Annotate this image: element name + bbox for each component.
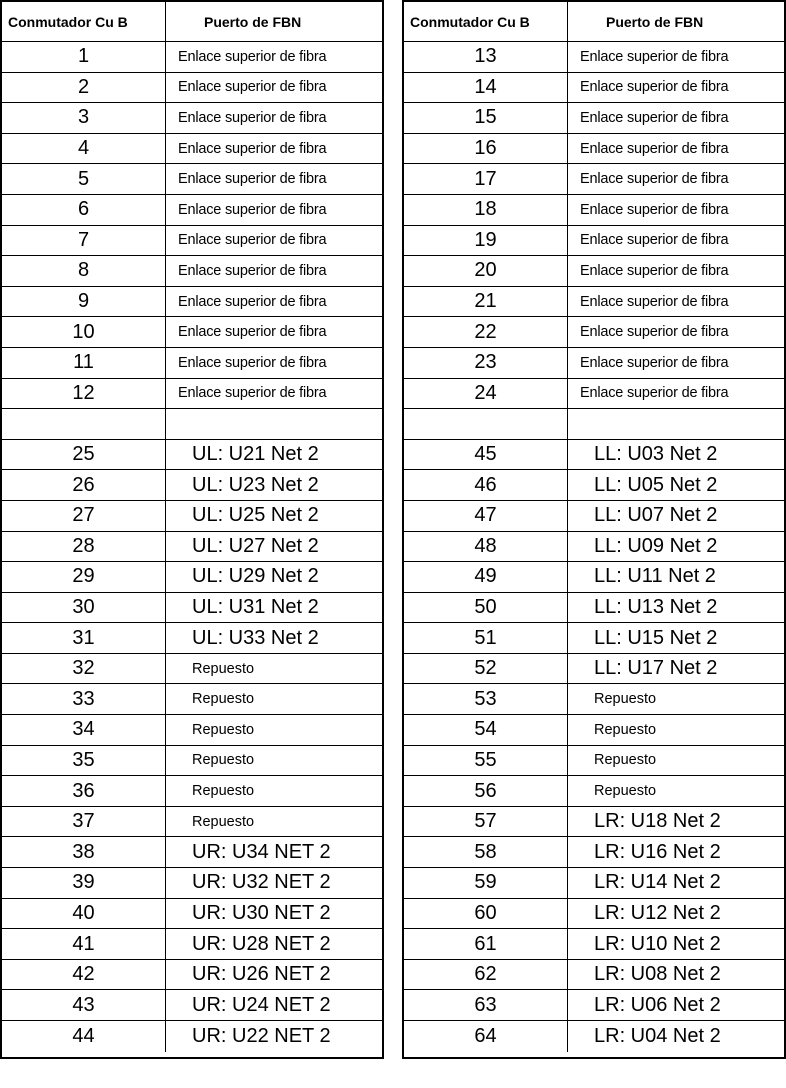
fbn-port-assignment: UL: U31 Net 2 <box>192 595 319 618</box>
switch-port-number: 32 <box>2 654 166 684</box>
fbn-port-assignment: LL: U13 Net 2 <box>594 595 718 618</box>
fbn-port-assignment: UL: U27 Net 2 <box>192 534 319 557</box>
fbn-port-assignment: Enlace superior de fibra <box>580 232 729 249</box>
switch-port-number: 4 <box>2 134 166 164</box>
table-row <box>2 746 382 777</box>
table-row <box>404 807 784 838</box>
switch-port-number: 45 <box>404 440 568 470</box>
switch-port-number: 33 <box>2 684 166 714</box>
table-row <box>404 73 784 104</box>
fbn-port-assignment: UR: U32 NET 2 <box>192 871 331 894</box>
table-row <box>2 532 382 563</box>
switch-port-number: 5 <box>2 164 166 194</box>
table-row <box>2 287 382 318</box>
fbn-port-assignment: Enlace superior de fibra <box>178 385 327 402</box>
table-row <box>2 103 382 134</box>
table-row <box>2 164 382 195</box>
table-row <box>404 532 784 563</box>
fbn-port-assignment: LR: U06 Net 2 <box>594 993 721 1016</box>
table-row <box>2 42 382 73</box>
fbn-port-assignment: Enlace superior de fibra <box>178 140 327 157</box>
fbn-port-assignment <box>568 409 784 439</box>
fbn-port-assignment: Enlace superior de fibra <box>178 293 327 310</box>
fbn-port-assignment: UL: U21 Net 2 <box>192 443 319 466</box>
switch-port-number: 39 <box>2 868 166 898</box>
fbn-port-assignment: Enlace superior de fibra <box>178 171 327 188</box>
switch-port-number: 55 <box>404 746 568 776</box>
switch-port-number: 44 <box>2 1021 166 1052</box>
fbn-port-assignment: LL: U09 Net 2 <box>594 534 718 557</box>
switch-port-number: 53 <box>404 684 568 714</box>
fbn-port-assignment: Repuesto <box>192 752 255 769</box>
fbn-port-assignment: Repuesto <box>594 752 657 769</box>
fbn-port-assignment: Enlace superior de fibra <box>580 171 729 188</box>
table-row <box>404 654 784 685</box>
fbn-port-assignment: Enlace superior de fibra <box>178 109 327 126</box>
switch-port-number: 54 <box>404 715 568 745</box>
switch-port-number: 37 <box>2 807 166 837</box>
fbn-port-assignment: UR: U30 NET 2 <box>192 901 331 924</box>
table-row <box>2 899 382 930</box>
table-row <box>404 684 784 715</box>
table-row <box>2 379 382 410</box>
switch-port-number: 12 <box>2 379 166 409</box>
table-row <box>404 623 784 654</box>
table-row <box>404 164 784 195</box>
fbn-port-assignment <box>166 409 382 439</box>
table-row <box>404 899 784 930</box>
switch-port-number: 49 <box>404 562 568 592</box>
table-row <box>404 440 784 471</box>
table-row <box>2 623 382 654</box>
switch-port-number: 34 <box>2 715 166 745</box>
fbn-port-assignment: Repuesto <box>594 721 657 738</box>
fbn-port-assignment: LR: U16 Net 2 <box>594 840 721 863</box>
switch-port-number: 23 <box>404 348 568 378</box>
switch-port-number: 36 <box>2 776 166 806</box>
fbn-port-assignment: Enlace superior de fibra <box>178 79 327 96</box>
table-row <box>404 226 784 257</box>
switch-port-number: 61 <box>404 929 568 959</box>
table-row <box>2 868 382 899</box>
fbn-port-assignment: Enlace superior de fibra <box>580 293 729 310</box>
table-row <box>404 501 784 532</box>
switch-column-header: Conmutador Cu B <box>404 2 568 41</box>
switch-port-number: 10 <box>2 317 166 347</box>
fbn-port-assignment: LR: U12 Net 2 <box>594 901 721 924</box>
table-row <box>2 837 382 868</box>
port-column-header: Puerto de FBN <box>606 13 704 30</box>
switch-port-number: 51 <box>404 623 568 653</box>
fbn-port-assignment: Enlace superior de fibra <box>580 140 729 157</box>
table-row <box>2 654 382 685</box>
table-row <box>404 287 784 318</box>
switch-port-number: 46 <box>404 470 568 500</box>
switch-port-number: 35 <box>2 746 166 776</box>
table-row <box>404 379 784 410</box>
table-row <box>404 868 784 899</box>
switch-port-number: 6 <box>2 195 166 225</box>
switch-port-number <box>404 409 568 439</box>
table-row <box>2 348 382 379</box>
fbn-port-assignment: Enlace superior de fibra <box>178 262 327 279</box>
switch-port-number: 30 <box>2 593 166 623</box>
table-row <box>2 226 382 257</box>
switch-port-number: 50 <box>404 593 568 623</box>
fbn-port-assignment: Enlace superior de fibra <box>580 109 729 126</box>
fbn-port-assignment: UR: U34 NET 2 <box>192 840 331 863</box>
table-row <box>404 1021 784 1052</box>
switch-port-number: 64 <box>404 1021 568 1052</box>
switch-port-number: 24 <box>404 379 568 409</box>
right-port-table <box>402 0 786 1059</box>
table-row <box>2 684 382 715</box>
switch-port-number: 2 <box>2 73 166 103</box>
fbn-port-assignment: Repuesto <box>192 660 255 677</box>
table-row <box>404 746 784 777</box>
switch-port-number: 47 <box>404 501 568 531</box>
fbn-port-assignment: Repuesto <box>594 691 657 708</box>
table-row <box>2 501 382 532</box>
table-header-row <box>404 2 784 42</box>
switch-port-number: 8 <box>2 256 166 286</box>
switch-port-number: 58 <box>404 837 568 867</box>
switch-port-number: 29 <box>2 562 166 592</box>
table-row <box>2 256 382 287</box>
switch-port-number: 11 <box>2 348 166 378</box>
switch-port-number: 62 <box>404 960 568 990</box>
table-row <box>2 317 382 348</box>
fbn-port-assignment: Enlace superior de fibra <box>178 201 327 218</box>
left-port-table <box>0 0 384 1059</box>
table-row <box>404 593 784 624</box>
table-row <box>404 960 784 991</box>
fbn-port-assignment: LL: U15 Net 2 <box>594 626 718 649</box>
fbn-port-assignment: Repuesto <box>192 783 255 800</box>
table-row <box>2 1021 382 1052</box>
fbn-port-assignment: Enlace superior de fibra <box>178 354 327 371</box>
fbn-port-assignment: UR: U28 NET 2 <box>192 932 331 955</box>
switch-port-number: 48 <box>404 532 568 562</box>
switch-port-number: 7 <box>2 226 166 256</box>
fbn-port-assignment: LR: U14 Net 2 <box>594 871 721 894</box>
table-row <box>2 470 382 501</box>
fbn-port-assignment: Enlace superior de fibra <box>580 201 729 218</box>
table-row <box>404 134 784 165</box>
table-row <box>404 837 784 868</box>
switch-port-number: 3 <box>2 103 166 133</box>
switch-port-number: 38 <box>2 837 166 867</box>
switch-port-number: 1 <box>2 42 166 72</box>
fbn-port-assignment: Repuesto <box>192 721 255 738</box>
fbn-port-assignment: UL: U33 Net 2 <box>192 626 319 649</box>
fbn-port-assignment: Enlace superior de fibra <box>178 232 327 249</box>
fbn-port-assignment: Enlace superior de fibra <box>178 324 327 341</box>
table-row <box>404 317 784 348</box>
table-row <box>2 409 382 440</box>
switch-port-number: 57 <box>404 807 568 837</box>
table-row <box>2 73 382 104</box>
switch-port-number: 56 <box>404 776 568 806</box>
switch-port-number: 52 <box>404 654 568 684</box>
switch-port-number: 9 <box>2 287 166 317</box>
switch-port-number: 27 <box>2 501 166 531</box>
table-row <box>2 593 382 624</box>
fbn-port-assignment: LR: U10 Net 2 <box>594 932 721 955</box>
table-row <box>2 134 382 165</box>
switch-port-number: 21 <box>404 287 568 317</box>
switch-port-number: 25 <box>2 440 166 470</box>
fbn-port-assignment: UL: U29 Net 2 <box>192 565 319 588</box>
table-row <box>404 929 784 960</box>
fbn-port-assignment: LR: U08 Net 2 <box>594 963 721 986</box>
fbn-port-assignment: Enlace superior de fibra <box>580 262 729 279</box>
fbn-port-assignment: Enlace superior de fibra <box>580 354 729 371</box>
table-row <box>404 42 784 73</box>
table-row <box>404 195 784 226</box>
fbn-port-assignment: LL: U17 Net 2 <box>594 657 718 680</box>
table-row <box>2 195 382 226</box>
fbn-port-assignment: Repuesto <box>192 813 255 830</box>
table-row <box>404 562 784 593</box>
switch-column-header: Conmutador Cu B <box>2 2 166 41</box>
fbn-port-assignment: Enlace superior de fibra <box>580 324 729 341</box>
table-row <box>404 256 784 287</box>
fbn-port-assignment: LR: U04 Net 2 <box>594 1024 721 1047</box>
switch-port-number: 16 <box>404 134 568 164</box>
table-row <box>404 715 784 746</box>
switch-port-number: 41 <box>2 929 166 959</box>
switch-port-number: 13 <box>404 42 568 72</box>
fbn-port-assignment: UL: U25 Net 2 <box>192 504 319 527</box>
switch-port-number: 59 <box>404 868 568 898</box>
table-row <box>2 562 382 593</box>
table-row <box>2 960 382 991</box>
fbn-port-assignment: LL: U11 Net 2 <box>594 565 716 588</box>
switch-port-number: 15 <box>404 103 568 133</box>
switch-port-number: 43 <box>2 990 166 1020</box>
table-row <box>404 470 784 501</box>
table-row <box>2 929 382 960</box>
fbn-port-assignment: LL: U07 Net 2 <box>594 504 718 527</box>
switch-port-number: 28 <box>2 532 166 562</box>
switch-port-number: 14 <box>404 73 568 103</box>
table-row <box>2 807 382 838</box>
fbn-port-assignment: Enlace superior de fibra <box>580 385 729 402</box>
fbn-port-assignment: LR: U18 Net 2 <box>594 810 721 833</box>
fbn-port-assignment: Repuesto <box>192 691 255 708</box>
switch-port-number: 17 <box>404 164 568 194</box>
switch-port-number: 31 <box>2 623 166 653</box>
switch-port-number: 19 <box>404 226 568 256</box>
fbn-port-assignment: Enlace superior de fibra <box>178 48 327 65</box>
table-row <box>2 990 382 1021</box>
table-row <box>404 990 784 1021</box>
fbn-port-assignment: LL: U03 Net 2 <box>594 443 718 466</box>
switch-port-number: 42 <box>2 960 166 990</box>
table-header-row <box>2 2 382 42</box>
fbn-port-assignment: UR: U22 NET 2 <box>192 1024 331 1047</box>
switch-port-number: 63 <box>404 990 568 1020</box>
fbn-port-assignment: UR: U24 NET 2 <box>192 993 331 1016</box>
switch-port-number: 60 <box>404 899 568 929</box>
fbn-port-assignment: UR: U26 NET 2 <box>192 963 331 986</box>
table-row <box>404 103 784 134</box>
fbn-port-assignment: Enlace superior de fibra <box>580 79 729 96</box>
table-row <box>2 715 382 746</box>
switch-port-number: 22 <box>404 317 568 347</box>
table-row <box>404 776 784 807</box>
switch-port-number: 20 <box>404 256 568 286</box>
fbn-port-assignment: LL: U05 Net 2 <box>594 473 718 496</box>
table-row <box>2 776 382 807</box>
switch-port-number: 26 <box>2 470 166 500</box>
port-column-header: Puerto de FBN <box>204 13 302 30</box>
switch-port-number: 18 <box>404 195 568 225</box>
switch-port-number <box>2 409 166 439</box>
fbn-port-assignment: Repuesto <box>594 783 657 800</box>
table-row <box>404 348 784 379</box>
fbn-port-assignment: Enlace superior de fibra <box>580 48 729 65</box>
switch-port-number: 40 <box>2 899 166 929</box>
table-row <box>404 409 784 440</box>
fbn-port-assignment: UL: U23 Net 2 <box>192 473 319 496</box>
table-row <box>2 440 382 471</box>
